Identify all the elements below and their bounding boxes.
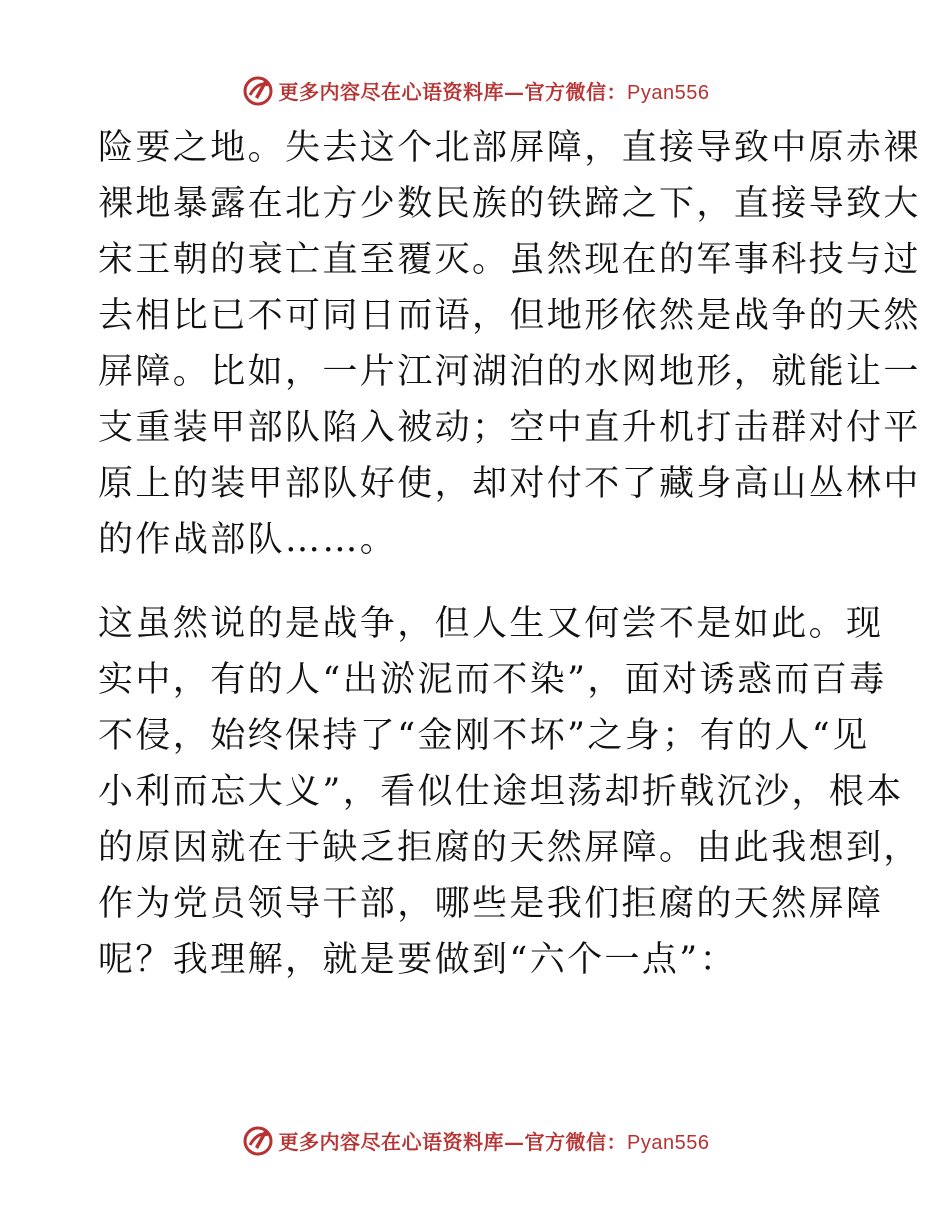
text-line: 的作战部队……。: [98, 520, 398, 560]
paragraph-gap: [98, 568, 858, 596]
pen-swirl-icon: [241, 1123, 275, 1157]
header-wechat-id: Pyan556: [627, 81, 710, 104]
header-banner: [0, 70, 950, 110]
text-line: 去相比已不可同日而语，但地形依然是战争的天然: [98, 296, 921, 336]
footer-wechat-id: Pyan556: [627, 1131, 710, 1154]
text-line: 屏障。比如，一片江河湖泊的水网地形，就能让一: [98, 352, 921, 392]
text-line: 小利而忘大义”，看似仕途坦荡却折戟沉沙，根本: [98, 772, 904, 812]
text-line: 的原因就在于缺乏拒腐的天然屏障。由此我想到，: [98, 828, 921, 868]
text-line: 这虽然说的是战争，但人生又何尝不是如此。现: [98, 604, 884, 644]
text-line: 实中，有的人“出淤泥而不染”，面对诱惑而百毒: [98, 660, 887, 700]
text-line: 不侵，始终保持了“金刚不坏”之身；有的人“见: [98, 716, 870, 756]
document-body: [98, 120, 921, 988]
paragraph-2: [98, 596, 921, 988]
text-line: 裸地暴露在北方少数民族的铁蹄之下，直接导致大: [98, 184, 921, 224]
text-line: 原上的装甲部队好使，却对付不了藏身高山丛林中: [98, 464, 921, 504]
footer-banner-text: 更多内容尽在心语资料库—官方微信：Pyan556: [278, 1129, 710, 1154]
text-line: 支重装甲部队陷入被动；空中直升机打击群对付平: [98, 408, 921, 448]
paragraph-1: [98, 120, 921, 568]
text-line: 宋王朝的衰亡直至覆灭。虽然现在的军事科技与过: [98, 240, 921, 280]
text-line: 险要之地。失去这个北部屏障，直接导致中原赤裸: [98, 128, 921, 168]
text-line: 呢？我理解，就是要做到“六个一点”：: [98, 940, 737, 980]
header-banner-text: 更多内容尽在心语资料库—官方微信：Pyan556: [278, 79, 710, 104]
text-line: 作为党员领导干部，哪些是我们拒腐的天然屏障: [98, 884, 884, 924]
pen-swirl-icon: [241, 73, 275, 107]
footer-banner: [0, 1120, 950, 1160]
